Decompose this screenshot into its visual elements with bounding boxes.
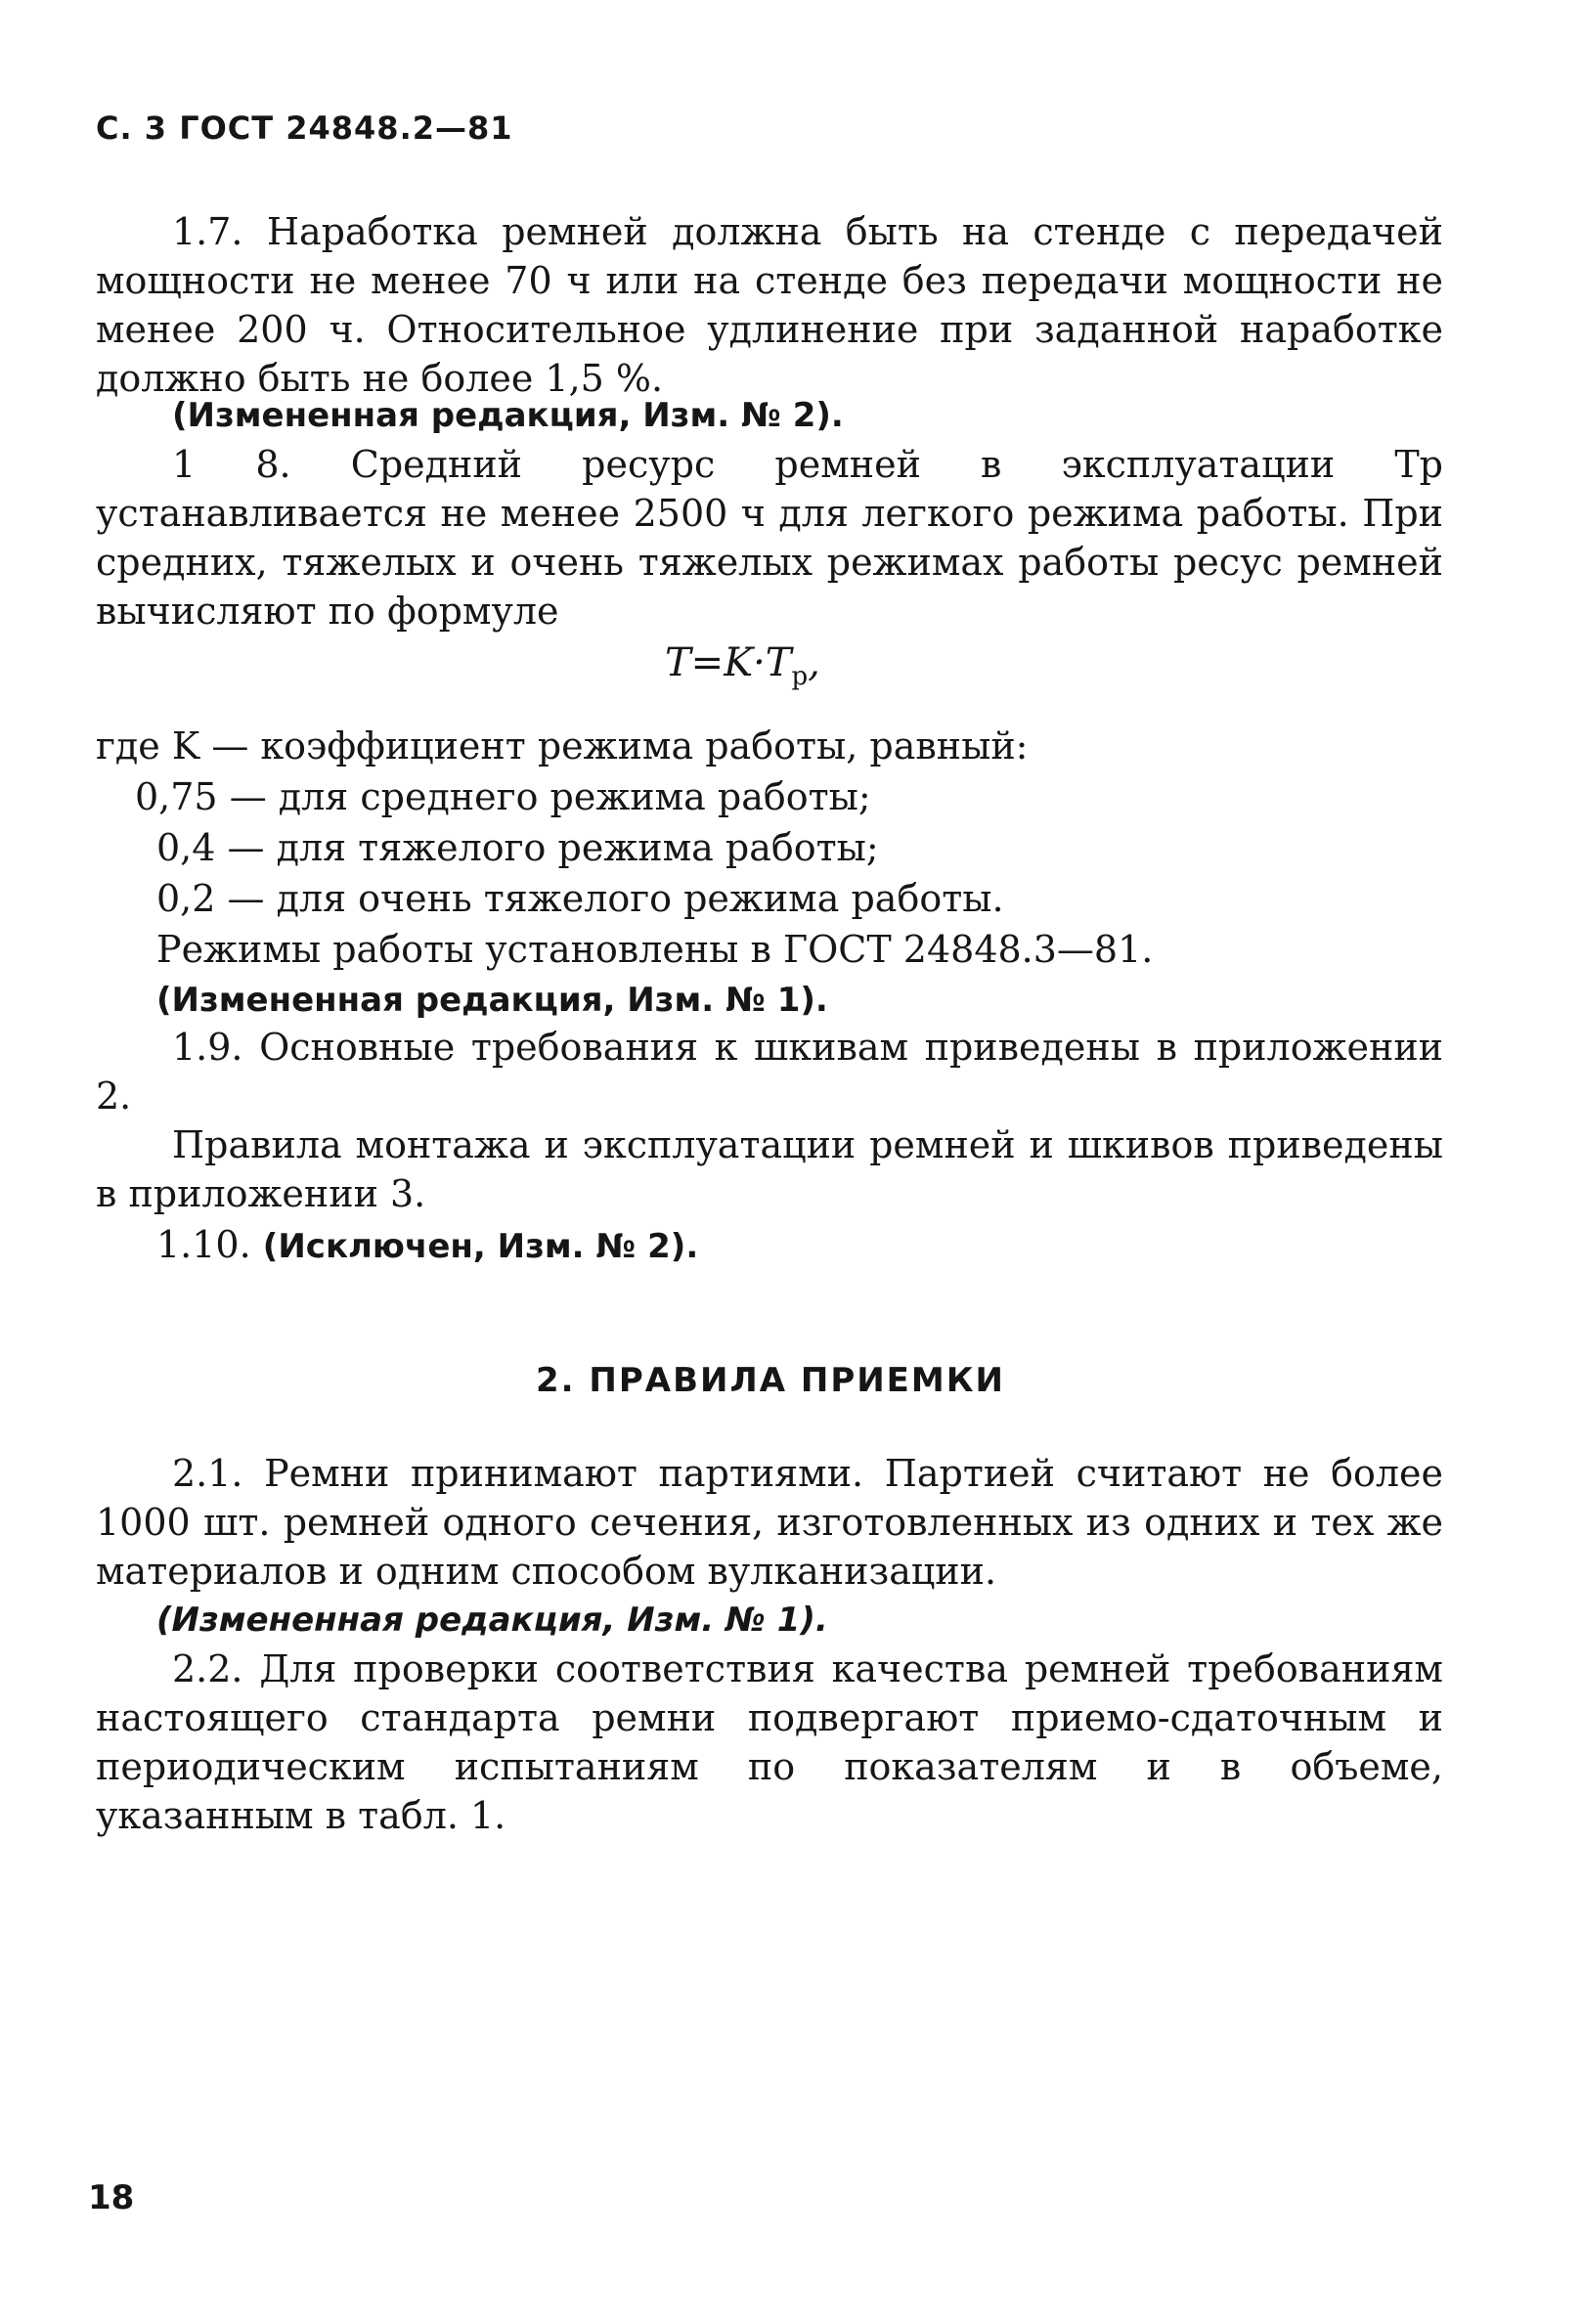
formula-main: T=K·T <box>665 640 792 685</box>
paragraph-2-2: 2.2. Для проверки соответствия качества ремней требованиям настоящего стандарта ремни подвергают приемо-сдаточным и периодическим испытаниям по показателям и в объеме, указанным в табл. 1. <box>96 1647 1443 1837</box>
paragraph-1-10 <box>156 1220 698 1271</box>
page-number: 18 <box>88 2178 135 2217</box>
paragraph-2-1: 2.1. Ремни принимают партиями. Партией считают не более 1000 шт. ремней одного сечения, изготовленных из одних и тех же материалов и одним способом вулканизации. <box>96 1452 1443 1593</box>
where-line: где K — коэффициент режима работы, равный: <box>96 724 1029 767</box>
section-title: 2. ПРАВИЛА ПРИЕМКИ <box>536 1361 1005 1400</box>
excluded-note: (Исключен, Изм. № 2). <box>262 1227 699 1266</box>
paragraph-1-9: 1.9. Основные требования к шкивам приведены в приложении 2. <box>96 1026 1443 1118</box>
formula-tail: , <box>808 640 820 685</box>
paragraph-number: 1.10. <box>156 1223 251 1266</box>
formula-subscript: р <box>791 662 809 691</box>
amendment-note: (Измененная редакция, Изм. № 2). <box>172 396 844 435</box>
modes-line: Режимы работы установлены в ГОСТ 24848.3—81. <box>156 928 1154 971</box>
paragraph-rules: Правила монтажа и эксплуатации ремней и шкивов приведены в приложении 3. <box>96 1123 1443 1215</box>
paragraph-1-7: 1.7. Наработка ремней должна быть на стенде с передачей мощности не менее 70 ч или на стенде без передачи мощности не менее 200 ч. Относительное удлинение при заданной наработке должно быть не более 1,5 %. <box>96 210 1443 400</box>
coefficient-item: 0,4 — для тяжелого режима работы; <box>156 826 879 869</box>
amendment-note: (Измененная редакция, Изм. № 1). <box>156 1600 828 1640</box>
amendment-note: (Измененная редакция, Изм. № 1). <box>156 981 828 1020</box>
formula <box>665 640 820 691</box>
paragraph-1-8: 1 8. Средний ресурс ремней в эксплуатации Tр устанавливается не менее 2500 ч для легкого режима работы. При средних, тяжелых и очень тяжелых режимах работы ресус ремней вычисляют по формуле <box>96 443 1443 633</box>
coefficient-item: 0,75 — для среднего режима работы; <box>135 775 871 818</box>
page-header: С. 3 ГОСТ 24848.2—81 <box>96 110 513 147</box>
coefficient-item: 0,2 — для очень тяжелого режима работы. <box>156 877 1004 920</box>
